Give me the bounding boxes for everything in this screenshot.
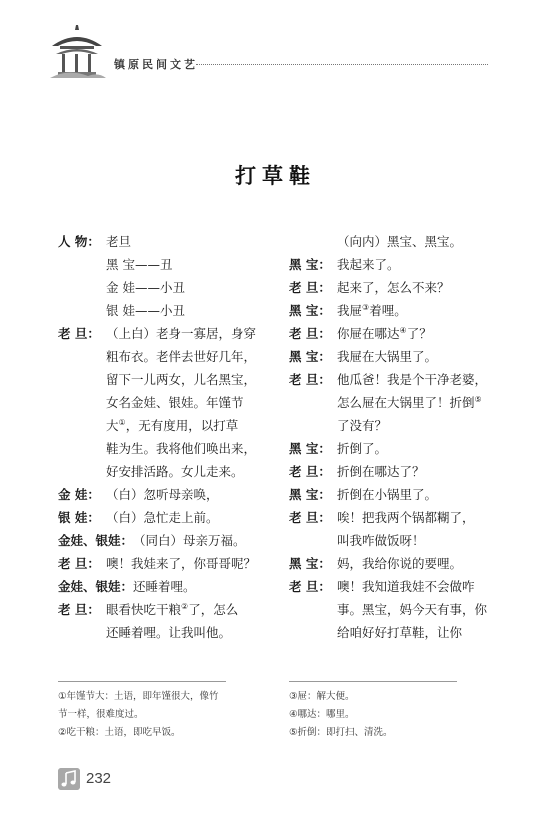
footnote-marker: ① bbox=[118, 417, 126, 427]
dialogue-text: 好安排活路。女儿走来。 bbox=[106, 464, 244, 479]
dialogue-line bbox=[289, 230, 504, 253]
dialogue-line bbox=[58, 437, 273, 460]
speaker-label: 老 旦： bbox=[289, 464, 331, 479]
speaker-label: 黑 宝： bbox=[289, 441, 331, 456]
dialogue-line bbox=[289, 460, 504, 483]
dialogue-text: 叫我咋做饭呀！ bbox=[337, 533, 425, 548]
dialogue-text: 他瓜爸！我是个干净老婆， bbox=[337, 372, 488, 387]
dialogue-line bbox=[289, 483, 504, 506]
dialogue-line bbox=[58, 529, 273, 552]
speaker-label: 金 娃： bbox=[58, 487, 100, 502]
footnote: ③屉：解大便。 bbox=[289, 691, 355, 702]
dialogue-text: 金 娃——小丑 bbox=[106, 280, 185, 295]
dialogue-text: 我起来了。 bbox=[337, 257, 400, 272]
dialogue-text: 噢！我娃来了，你哥哥呢？ bbox=[106, 556, 257, 571]
dialogue-line bbox=[289, 506, 504, 529]
dialogue-text: 银 娃——小丑 bbox=[106, 303, 185, 318]
speaker-label: 老 旦： bbox=[289, 326, 331, 341]
dialogue-line bbox=[58, 391, 273, 414]
speaker-label: 人 物： bbox=[58, 234, 100, 249]
dialogue-text: 给咱好好打草鞋，让你 bbox=[337, 625, 463, 640]
music-note-icon bbox=[58, 768, 80, 790]
footnote: ④哪达：哪里。 bbox=[289, 709, 355, 720]
dialogue-text: 粗布衣。老伴去世好几年， bbox=[106, 349, 257, 364]
dialogue-text: 起来了，怎么不来？ bbox=[337, 280, 450, 295]
dialogue-text: （白）急忙走上前。 bbox=[106, 510, 219, 525]
speaker-label: 金娃、银娃： bbox=[58, 579, 134, 594]
header-dotted-rule bbox=[196, 64, 488, 65]
footnotes-right bbox=[289, 688, 393, 742]
dialogue-text: 唉！把我两个锅都糊了， bbox=[337, 510, 475, 525]
dialogue-line bbox=[58, 299, 273, 322]
speaker-label: 老 旦： bbox=[289, 579, 331, 594]
dialogue-text: 了没有？ bbox=[337, 418, 388, 433]
dialogue-text: （同白）母亲万福。 bbox=[133, 533, 246, 548]
dialogue-line bbox=[58, 483, 273, 506]
dialogue-line bbox=[58, 322, 273, 345]
dialogue-line bbox=[58, 253, 273, 276]
dialogue-line bbox=[289, 345, 504, 368]
dialogue-text: 了？ bbox=[406, 326, 432, 341]
speaker-label: 银 娃： bbox=[58, 510, 100, 525]
dialogue-text: （向内）黑宝、黑宝。 bbox=[337, 234, 463, 249]
dialogue-line bbox=[58, 345, 273, 368]
dialogue-text: 大 bbox=[106, 418, 119, 433]
dialogue-text: 着哩。 bbox=[369, 303, 407, 318]
dialogue-text: 了，怎么 bbox=[188, 602, 239, 617]
footnote: ①年馑节大：土语，即年馑很大，像竹 bbox=[58, 691, 219, 702]
play-title: 打草鞋 bbox=[235, 164, 316, 188]
dialogue-line bbox=[58, 230, 273, 253]
dialogue-text: 还睡着哩。让我叫他。 bbox=[106, 625, 232, 640]
dialogue-line bbox=[289, 598, 504, 621]
speaker-label: 金娃、银娃： bbox=[58, 533, 134, 548]
dialogue-line bbox=[289, 299, 504, 322]
footnote-marker: ④ bbox=[399, 325, 407, 335]
dialogue-text: 黑 宝——丑 bbox=[106, 257, 173, 272]
dialogue-text: 折倒在小锅里了。 bbox=[337, 487, 438, 502]
dialogue-text: 事。黑宝，妈今天有事，你 bbox=[337, 602, 488, 617]
dialogue-text: 老旦 bbox=[106, 234, 132, 249]
dialogue-line bbox=[289, 575, 504, 598]
dialogue-text: （白）忽听母亲唤， bbox=[106, 487, 219, 502]
speaker-label: 老 旦： bbox=[58, 602, 100, 617]
right-text-column bbox=[289, 230, 504, 644]
footnote-marker: ③ bbox=[362, 302, 370, 312]
speaker-label: 黑 宝： bbox=[289, 487, 331, 502]
dialogue-text: 鞋为生。我将他们唤出来， bbox=[106, 441, 257, 456]
page-number: 232 bbox=[86, 770, 112, 787]
dialogue-line bbox=[289, 529, 504, 552]
dialogue-line bbox=[58, 368, 273, 391]
dialogue-text: 女名金娃、银娃。年馑节 bbox=[106, 395, 244, 410]
dialogue-text: 我屉在大锅里了。 bbox=[337, 349, 438, 364]
speaker-label: 老 旦： bbox=[58, 326, 100, 341]
pavilion-icon bbox=[48, 24, 106, 80]
dialogue-text: 怎么屉在大锅里了！折倒 bbox=[337, 395, 475, 410]
speaker-label: 黑 宝： bbox=[289, 556, 331, 571]
speaker-label: 老 旦： bbox=[289, 510, 331, 525]
speaker-label: 老 旦： bbox=[289, 372, 331, 387]
page-header bbox=[48, 24, 498, 84]
dialogue-line bbox=[58, 506, 273, 529]
dialogue-line bbox=[58, 414, 273, 437]
dialogue-line bbox=[289, 391, 504, 414]
dialogue-line bbox=[289, 322, 504, 345]
dialogue-text: 你屉在哪达 bbox=[337, 326, 400, 341]
dialogue-line bbox=[58, 552, 273, 575]
dialogue-text: 噢！我知道我娃不会做咋 bbox=[337, 579, 475, 594]
dialogue-text: 还睡着哩。 bbox=[133, 579, 196, 594]
speaker-label: 黑 宝： bbox=[289, 257, 331, 272]
dialogue-line bbox=[289, 414, 504, 437]
left-text-column bbox=[58, 230, 273, 644]
book-title: 镇原民间文艺 bbox=[114, 58, 198, 71]
footnote-marker: ⑤ bbox=[474, 394, 482, 404]
dialogue-line bbox=[58, 575, 273, 598]
footnote: ⑤折倒：即打扫、清洗。 bbox=[289, 727, 393, 738]
dialogue-text: ，无有度用，以打草 bbox=[125, 418, 239, 433]
footnote: ②吃干粮：土语，即吃早饭。 bbox=[58, 727, 181, 738]
footnotes-left bbox=[58, 688, 219, 742]
dialogue-line bbox=[58, 276, 273, 299]
dialogue-line bbox=[289, 552, 504, 575]
dialogue-line bbox=[58, 621, 273, 644]
dialogue-line bbox=[289, 368, 504, 391]
dialogue-line bbox=[289, 437, 504, 460]
speaker-label: 老 旦： bbox=[289, 280, 331, 295]
dialogue-line bbox=[289, 621, 504, 644]
footnote: 节一样，很难度过。 bbox=[58, 709, 144, 720]
footnote-marker: ② bbox=[181, 601, 189, 611]
dialogue-text: 眼看快吃干粮 bbox=[106, 602, 182, 617]
dialogue-text: （上白）老身一寡居，身穿 bbox=[106, 326, 257, 341]
dialogue-text: 我屉 bbox=[337, 303, 363, 318]
footnote-divider-right bbox=[289, 681, 457, 682]
dialogue-line bbox=[58, 460, 273, 483]
speaker-label: 老 旦： bbox=[58, 556, 100, 571]
dialogue-text: 折倒了。 bbox=[337, 441, 388, 456]
dialogue-line bbox=[289, 276, 504, 299]
speaker-label: 黑 宝： bbox=[289, 303, 331, 318]
dialogue-text: 留下一儿两女，儿名黑宝， bbox=[106, 372, 257, 387]
dialogue-line bbox=[289, 253, 504, 276]
dialogue-text: 妈，我给你说的要哩。 bbox=[337, 556, 463, 571]
footnote-divider-left bbox=[58, 681, 226, 682]
dialogue-text: 折倒在哪达了？ bbox=[337, 464, 425, 479]
speaker-label: 黑 宝： bbox=[289, 349, 331, 364]
dialogue-line bbox=[58, 598, 273, 621]
